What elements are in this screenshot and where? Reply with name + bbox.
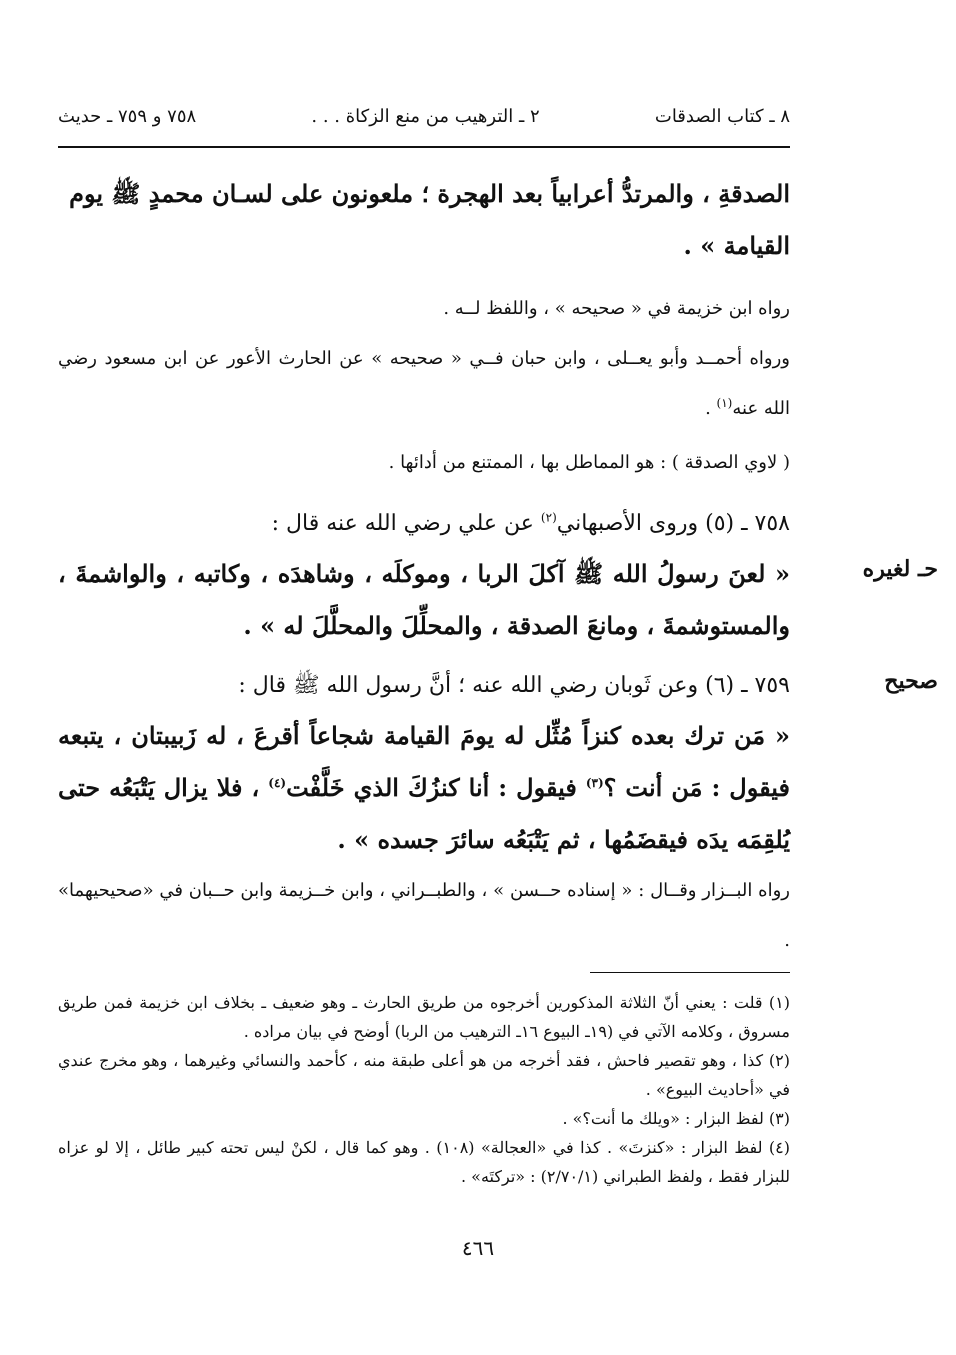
footnote-ref-1[interactable]: (١) [716, 396, 733, 410]
footnote-ref-4[interactable]: (٤) [268, 776, 287, 790]
source-note-2-text: ورواه أحمــد وأبو يعــلى ، وابن حبان فــي « صحيحه » عن الحارث الأعور عن ابن مسعود رضي الله عنه [58, 348, 790, 419]
hadith-758-intro [58, 504, 790, 544]
footnote-1: (١) قلت : يعني أنّ الثلاثة المذكورين أخرجوه من طريق الحارث ـ وهو ضعيف ـ بخلاف ابن خزيمة فمن طريق مسروق ، وكلامه الآتي في (١٩ـ البيوع ١٦ـ الترهيب من الربا) أوضح في بيان مراده . [58, 993, 790, 1041]
source-note-759: رواه البــزار وقــال : « إسناده حــسن » ، والطبــراني ، وابن خــزيمة وابن حــبان في «صحيحيهما» . [58, 880, 790, 951]
gloss-note: ( لاوي الصدقة ) : هو المماطل بها ، الممتنع من أدائها . [388, 452, 790, 473]
grade-759: صحيح [884, 668, 938, 694]
hadith-759-intro: ٧٥٩ ـ (٦) وعن ثَوبان رضي الله عنه ؛ أنَّ رسول الله ﷺ قال : [238, 673, 790, 698]
footnote-ref-3[interactable]: (٣) [585, 776, 604, 790]
page-number: ٤٦٦ [461, 1236, 495, 1260]
hadith-758-text: « لعنَ رسولُ الله ﷺ آكلَ الربا ، وموكلَه ، وشاهدَه ، وكاتبه ، والواشمةَ ، والمستوشمةَ ، ومانعَ الصدقة ، والمحلِّلَ والمحلَّلَ له » . [58, 559, 790, 640]
footnote-4: (٤) لفظ البزار : «كنزتَ» . كذا في «العجالة» (١٠٨) . وهو كما قال ، لكنْ ليس تحته كبير طائل ، إلا لو عزاه للبزار فقط ، ولفظ الطبراني (٢/٧٠/١) : «تركتَه» . [58, 1138, 790, 1186]
hadith-758-intro-b: عن علي رضي الله عنه قال : [271, 511, 541, 536]
grade-758: حـ لغيره [862, 556, 938, 582]
footnote-ref-2[interactable]: (٢) [540, 510, 557, 525]
hadith-759-text-c: ، فلا يزال يَتْبَعُه حتى يُلقِمَه يدَه فيقضَمُها ، ثم يَتْبَعُه سائرَ جسده » . [58, 773, 790, 854]
header-chapter: ٨ ـ كتاب الصدقات [654, 105, 790, 127]
footnote-rule [590, 972, 790, 973]
hadith-759-text-a: « مَن ترك بعده كنزاً مُثِّل له يومَ القيامة شجاعاً أقرعَ ، له زَبيبتان ، يتبعه فيقول : مَن أنت ؟ [58, 721, 791, 802]
footnote-2: (٢) كذا ، وهو تقصير فاحش ، فقد أخرجه من هو أعلى طبقة منه ، كأحمد والنسائي وغيرهما ، وهو مخرج عندي في «أحاديث البيوع» . [58, 1051, 791, 1099]
header-section: ٢ ـ الترهيب من منع الزكاة . . . [311, 105, 540, 127]
footnote-3: (٣) لفظ البزار : «ويلك ما أنت؟» . [562, 1109, 790, 1128]
hadith-759-text [58, 710, 790, 866]
source-note-1: رواه ابن خزيمة في « صحيحه » ، واللفظ لــه . [443, 298, 790, 319]
hadith-line-2: القيامة » . [683, 231, 790, 260]
hadith-759-text-b: فيقول : أنا كنزُكَ الذي خَلَّفْت [286, 773, 586, 802]
header-hadith-range: ٧٥٨ و ٧٥٩ ـ حديث [58, 105, 197, 127]
source-note-2-end: . [705, 398, 717, 419]
hadith-758-intro-a: ٧٥٨ ـ (٥) وروى الأصبهاني [556, 511, 790, 536]
footnotes [58, 988, 790, 1191]
source-note-2 [58, 334, 790, 434]
hadith-continuation [58, 168, 790, 272]
hadith-line-1: الصدقةِ ، والمرتدُّ أعرابياً بعد الهجرة ؛ ملعونون على لسـان محمدٍ ﷺ يوم [69, 179, 790, 208]
header-rule [58, 146, 790, 148]
running-header [58, 100, 790, 132]
